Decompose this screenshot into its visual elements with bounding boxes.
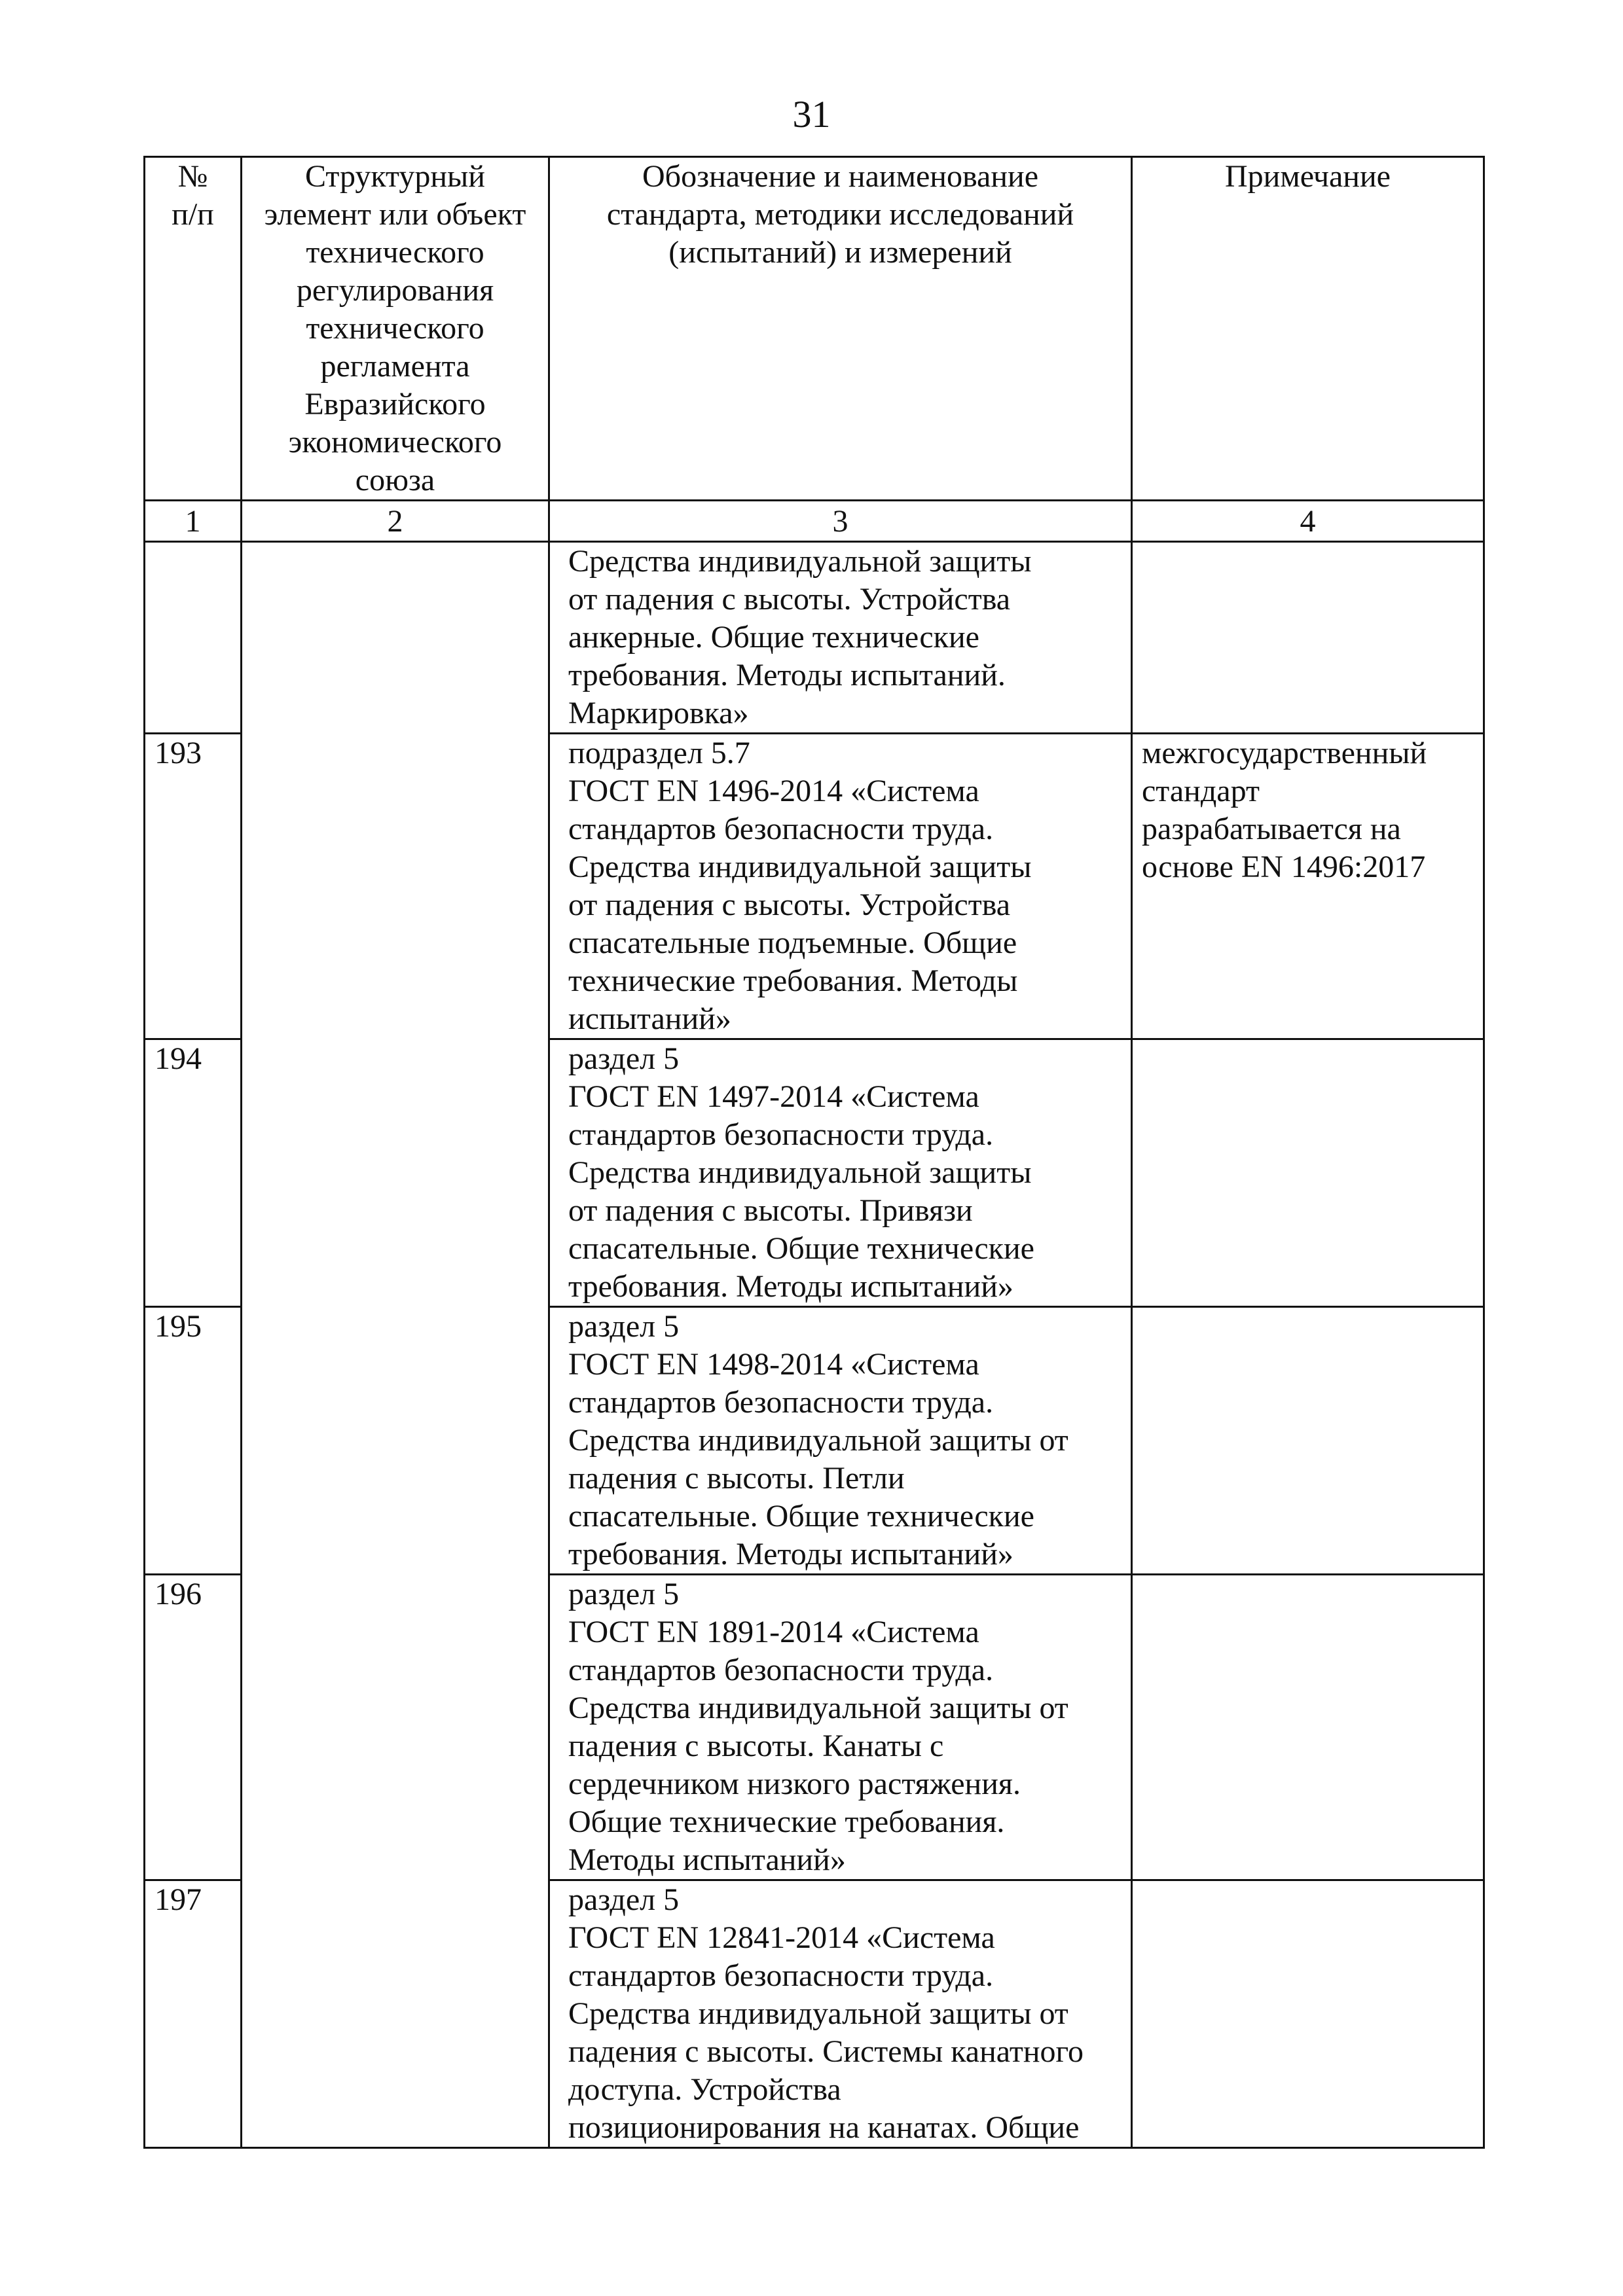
note-cell <box>1132 734 1484 1039</box>
header-line: экономического <box>288 425 502 459</box>
standard-line: стандартов безопасности труда. <box>568 1117 994 1152</box>
header-line: технического <box>306 235 484 270</box>
note-line: разрабатывается на <box>1142 812 1401 846</box>
header-number <box>145 157 242 501</box>
note-line: стандарт <box>1142 774 1260 808</box>
header-line: технического <box>306 311 484 346</box>
standard-line: стандартов безопасности труда. <box>568 1958 994 1993</box>
standard-line: стандартов безопасности труда. <box>568 1653 994 1687</box>
standard-line: сердечником низкого растяжения. <box>568 1767 1021 1801</box>
header-standard <box>549 157 1132 501</box>
standard-line: ГОСТ EN 1498-2014 «Система <box>568 1347 979 1382</box>
standard-line: ГОСТ EN 1497-2014 «Система <box>568 1079 979 1114</box>
column-number: 3 <box>549 501 1132 542</box>
standard-cell <box>549 1575 1132 1880</box>
structural-element-cell <box>242 542 549 2148</box>
header-line: Примечание <box>1225 159 1391 194</box>
standard-line: анкерные. Общие технические <box>568 620 979 655</box>
standard-line: от падения с высоты. Устройства <box>568 582 1011 617</box>
standards-table <box>143 156 1485 2149</box>
column-number: 1 <box>145 501 242 542</box>
standard-line: технические требования. Методы <box>568 963 1018 998</box>
standard-line: от падения с высоты. Устройства <box>568 888 1011 922</box>
standard-cell <box>549 1307 1132 1575</box>
standard-line: спасательные. Общие технические <box>568 1231 1034 1266</box>
standard-line: Средства индивидуальной защиты от <box>568 1996 1068 2031</box>
header-line: элемент или объект <box>264 197 526 232</box>
table-header-row <box>145 157 1484 501</box>
header-line: (испытаний) и измерений <box>668 235 1012 270</box>
standard-line: раздел 5 <box>568 1577 680 1611</box>
column-number-row <box>145 501 1484 542</box>
table-row <box>145 542 1484 734</box>
standard-cell <box>549 542 1132 734</box>
standard-line: требования. Методы испытаний» <box>568 1269 1013 1304</box>
row-number: 195 <box>145 1307 242 1575</box>
row-number <box>145 542 242 734</box>
standard-line: раздел 5 <box>568 1309 680 1344</box>
standard-line: Средства индивидуальной защиты от <box>568 1423 1068 1458</box>
standard-line: ГОСТ EN 1891-2014 «Система <box>568 1615 979 1649</box>
header-line: союза <box>355 463 435 497</box>
note-line: межгосударственный <box>1142 736 1427 770</box>
header-line: регламента <box>320 349 470 384</box>
standard-line: ГОСТ EN 1496-2014 «Система <box>568 774 979 808</box>
standard-line: доступа. Устройства <box>568 2072 841 2107</box>
header-structural-element <box>242 157 549 501</box>
note-cell <box>1132 1307 1484 1575</box>
standard-line: стандартов безопасности труда. <box>568 812 994 846</box>
note-cell <box>1132 1039 1484 1307</box>
standard-cell <box>549 1880 1132 2148</box>
standard-line: от падения с высоты. Привязи <box>568 1193 973 1228</box>
header-line: п/п <box>172 197 214 232</box>
standard-line: Средства индивидуальной защиты <box>568 544 1032 579</box>
row-number: 197 <box>145 1880 242 2148</box>
standard-line: Методы испытаний» <box>568 1842 846 1877</box>
note-cell <box>1132 1575 1484 1880</box>
standard-line: раздел 5 <box>568 1882 680 1917</box>
standard-line: Средства индивидуальной защиты <box>568 1155 1032 1190</box>
note-cell <box>1132 542 1484 734</box>
note-line: основе EN 1496:2017 <box>1142 850 1426 884</box>
standard-line: спасательные. Общие технические <box>568 1499 1034 1534</box>
standard-line: ГОСТ EN 12841-2014 «Система <box>568 1920 995 1955</box>
standard-line: падения с высоты. Системы канатного <box>568 2034 1084 2069</box>
standard-line: позиционирования на канатах. Общие <box>568 2110 1080 2145</box>
header-line: Евразийского <box>304 387 486 422</box>
standard-line: подраздел 5.7 <box>568 736 750 770</box>
standard-line: требования. Методы испытаний» <box>568 1537 1013 1571</box>
row-number: 196 <box>145 1575 242 1880</box>
column-number: 4 <box>1132 501 1484 542</box>
standard-line: раздел 5 <box>568 1041 680 1076</box>
standard-line: Средства индивидуальной защиты <box>568 850 1032 884</box>
header-line: № <box>177 159 208 194</box>
standard-line: Общие технические требования. <box>568 1804 1005 1839</box>
standard-line: падения с высоты. Петли <box>568 1461 905 1496</box>
row-number: 194 <box>145 1039 242 1307</box>
header-line: регулирования <box>296 273 494 308</box>
header-line: стандарта, методики исследований <box>606 197 1074 232</box>
standard-line: требования. Методы испытаний. <box>568 658 1006 692</box>
standard-line: падения с высоты. Канаты с <box>568 1729 944 1763</box>
header-line: Обозначение и наименование <box>642 159 1038 194</box>
page-number: 31 <box>792 93 831 135</box>
standard-line: стандартов безопасности труда. <box>568 1385 994 1420</box>
note-cell <box>1132 1880 1484 2148</box>
standard-line: спасательные подъемные. Общие <box>568 925 1017 960</box>
standard-line: Маркировка» <box>568 696 749 730</box>
header-line: Структурный <box>305 159 485 194</box>
row-number: 193 <box>145 734 242 1039</box>
standard-cell <box>549 734 1132 1039</box>
column-number: 2 <box>242 501 549 542</box>
standard-line: испытаний» <box>568 1001 731 1036</box>
standard-line: Средства индивидуальной защиты от <box>568 1691 1068 1725</box>
header-note <box>1132 157 1484 501</box>
standard-cell <box>549 1039 1132 1307</box>
